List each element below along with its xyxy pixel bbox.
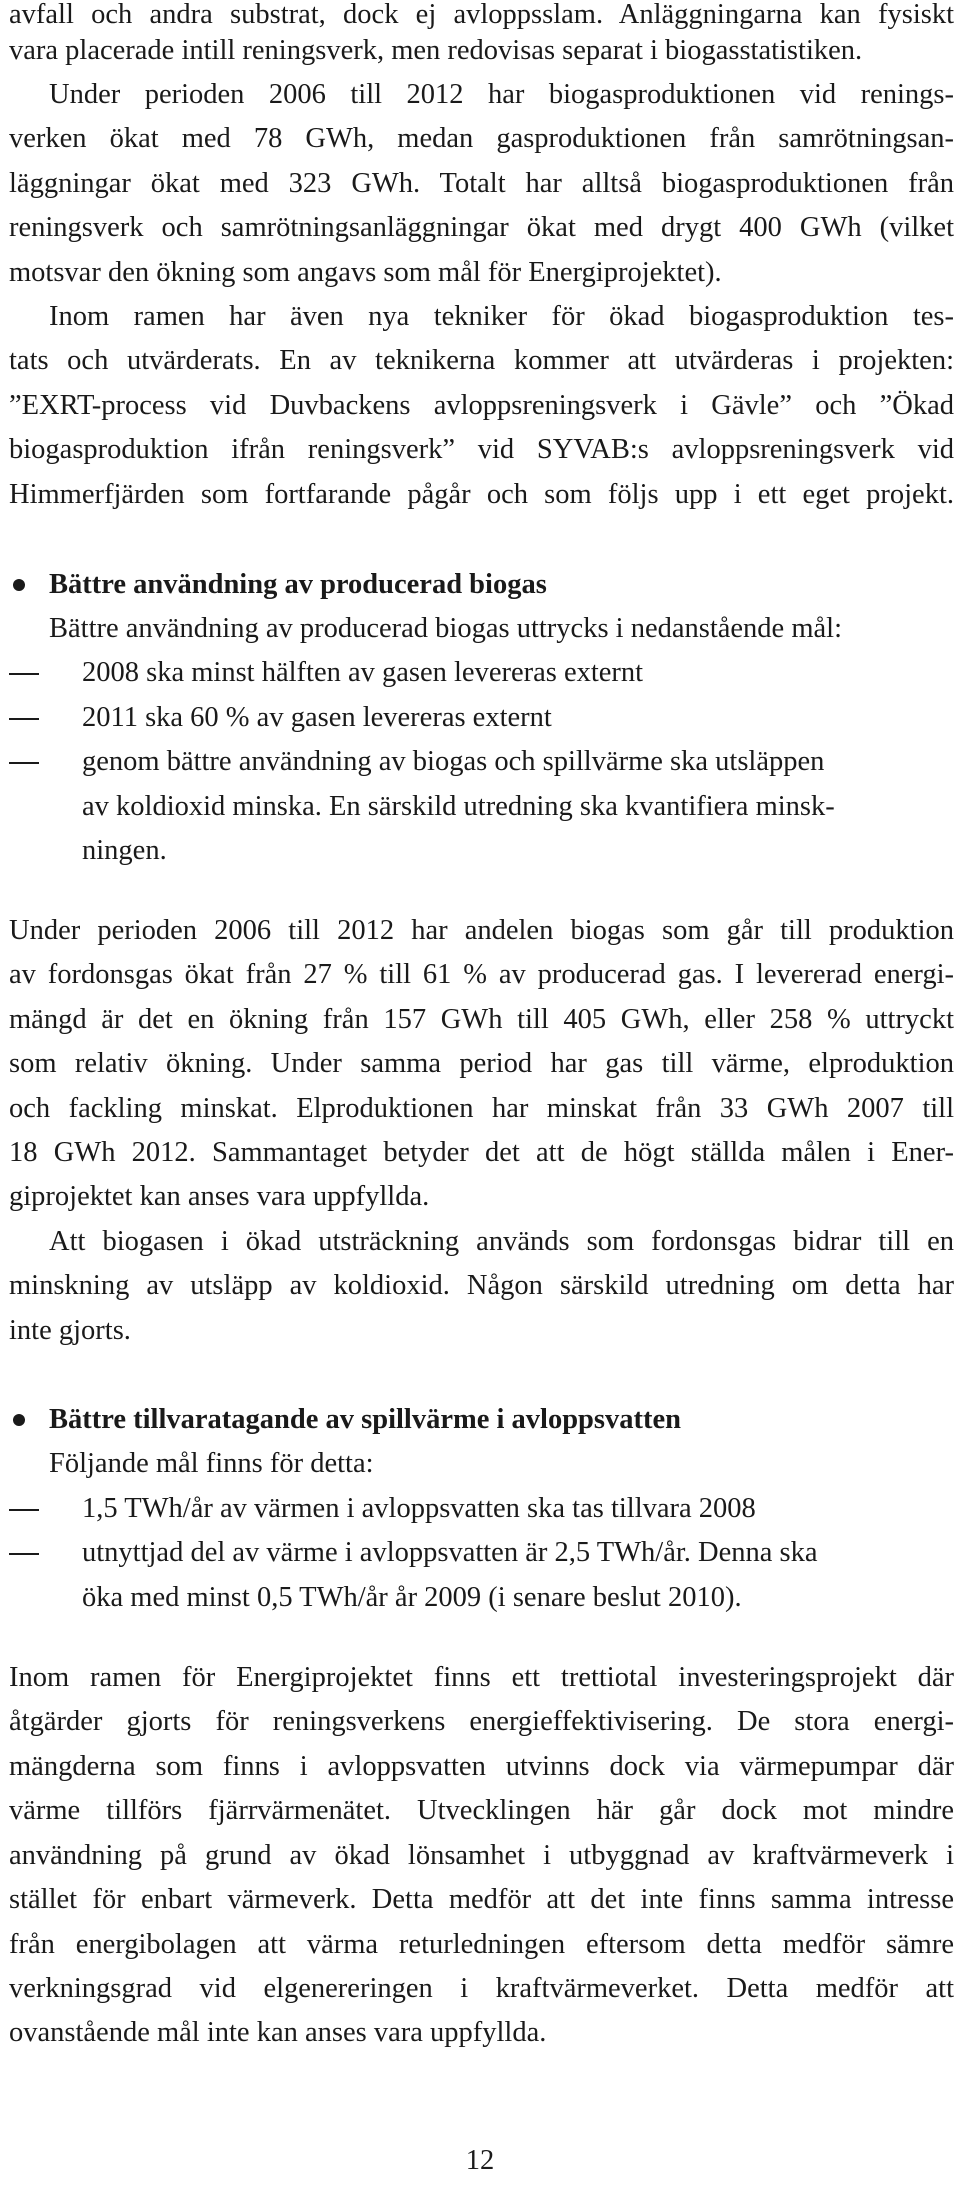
paragraph-5-line-3: inte gjorts.	[9, 1315, 131, 1346]
paragraph-6-line-1: Inom ramen för Energiprojektet finns ett trettiotal investeringsprojekt där	[9, 1662, 954, 1693]
paragraph-5-line-1: Att biogasen i ökad utsträckning används som fordonsgas bidrar till en	[49, 1226, 954, 1257]
paragraph-4-line-1: Under perioden 2006 till 2012 har andelen biogas som går till produktion	[9, 915, 954, 946]
paragraph-4-line-5: och fackling minskat. Elproduktionen har minskat från 33 GWh 2007 till	[9, 1093, 954, 1124]
section-1-heading: Bättre användning av producerad biogas	[49, 569, 547, 600]
section-1-item-1: 2008 ska minst hälften av gasen levereras externt	[82, 657, 644, 688]
bullet-icon	[9, 575, 29, 595]
section-2-item-1: 1,5 TWh/år av värmen i avloppsvatten ska tas tillvara 2008	[82, 1493, 756, 1524]
paragraph-6-line-5: användning på grund av ökad lönsamhet i utbyggnad av kraftvärmeverk i	[9, 1840, 954, 1871]
paragraph-1-line-1: avfall och andra substrat, dock ej avloppsslam. Anläggningarna kan fysiskt	[9, 0, 954, 30]
paragraph-6-line-6: stället för enbart värmeverk. Detta medför att det inte finns samma intresse	[9, 1884, 954, 1915]
paragraph-3-line-4: biogasproduktion ifrån reningsverk” vid SYVAB:s avloppsreningsverk vid	[9, 434, 954, 465]
paragraph-5-line-2: minskning av utsläpp av koldioxid. Någon särskild utredning om detta har	[9, 1270, 954, 1301]
paragraph-4-line-2: av fordonsgas ökat från 27 % till 61 % av producerad gas. I levererad energi-	[9, 959, 954, 990]
paragraph-4-line-4: som relativ ökning. Under samma period har gas till värme, elproduktion	[9, 1048, 954, 1079]
paragraph-4-line-7: giprojektet kan anses vara uppfyllda.	[9, 1181, 430, 1212]
paragraph-3-line-5: Himmerfjärden som fortfarande pågår och som följs upp i ett eget projekt.	[9, 479, 954, 510]
paragraph-6-line-9: ovanstående mål inte kan anses vara uppfyllda.	[9, 2017, 547, 2048]
paragraph-6-line-7: från energibolagen att värma returledningen eftersom detta medför sämre	[9, 1929, 954, 1960]
dash-icon	[9, 1509, 39, 1511]
paragraph-3-line-2: tats och utvärderats. En av teknikerna kommer att utvärderas i projekten:	[9, 345, 954, 376]
paragraph-3-line-1: Inom ramen har även nya tekniker för ökad biogasproduktion tes-	[49, 301, 954, 332]
dash-icon	[9, 718, 39, 720]
paragraph-2-line-4: reningsverk och samrötningsanläggningar ökat med drygt 400 GWh (vilket	[9, 212, 954, 243]
bullet-icon	[9, 1410, 29, 1430]
paragraph-6-line-4: värme tillförs fjärrvärmenätet. Utvecklingen här går dock mot mindre	[9, 1795, 954, 1826]
section-1-item-2: 2011 ska 60 % av gasen levereras externt	[82, 702, 552, 733]
paragraph-2-line-2: verken ökat med 78 GWh, medan gasproduktionen från samrötningsan-	[9, 123, 954, 154]
dash-icon	[9, 762, 39, 764]
paragraph-6-line-3: mängderna som finns i avloppsvatten utvinns dock via värmepumpar där	[9, 1751, 954, 1782]
section-1-item-3-line-3: ningen.	[82, 835, 167, 866]
paragraph-2-line-3: läggningar ökat med 323 GWh. Totalt har alltså biogasproduktionen från	[9, 168, 954, 199]
paragraph-3-line-3: ”EXRT-process vid Duvbackens avloppsreningsverk i Gävle” och ”Ökad	[9, 390, 954, 421]
section-2-intro: Följande mål finns för detta:	[49, 1448, 374, 1479]
section-1-item-3-line-2: av koldioxid minska. En särskild utredning ska kvantifiera minsk-	[82, 791, 835, 822]
section-1-item-3-line-1: genom bättre användning av biogas och spillvärme ska utsläppen	[82, 746, 825, 777]
dash-icon	[9, 1553, 39, 1555]
paragraph-1-line-2: vara placerade intill reningsverk, men redovisas separat i biogasstatistiken.	[9, 35, 863, 66]
section-2-item-2-line-1: utnyttjad del av värme i avloppsvatten är 2,5 TWh/år. Denna ska	[82, 1537, 818, 1568]
paragraph-6-line-8: verkningsgrad vid elgenereringen i kraftvärmeverket. Detta medför att	[9, 1973, 954, 2004]
dash-icon	[9, 673, 39, 675]
paragraph-6-line-2: åtgärder gjorts för reningsverkens energieffektivisering. De stora energi-	[9, 1706, 954, 1737]
paragraph-4-line-6: 18 GWh 2012. Sammantaget betyder det att de högt ställda målen i Ener-	[9, 1137, 954, 1168]
paragraph-2-line-1: Under perioden 2006 till 2012 har biogasproduktionen vid renings-	[49, 79, 954, 110]
paragraph-2-line-5: motsvar den ökning som angavs som mål för Energiprojektet).	[9, 257, 722, 288]
section-2-heading: Bättre tillvaratagande av spillvärme i avloppsvatten	[49, 1404, 681, 1435]
page-number: 12	[465, 2145, 495, 2176]
section-2-item-2-line-2: öka med minst 0,5 TWh/år år 2009 (i senare beslut 2010).	[82, 1582, 742, 1613]
section-1-intro: Bättre användning av producerad biogas uttrycks i nedanstående mål:	[49, 613, 842, 644]
paragraph-4-line-3: mängd är det en ökning från 157 GWh till 405 GWh, eller 258 % uttryckt	[9, 1004, 954, 1035]
